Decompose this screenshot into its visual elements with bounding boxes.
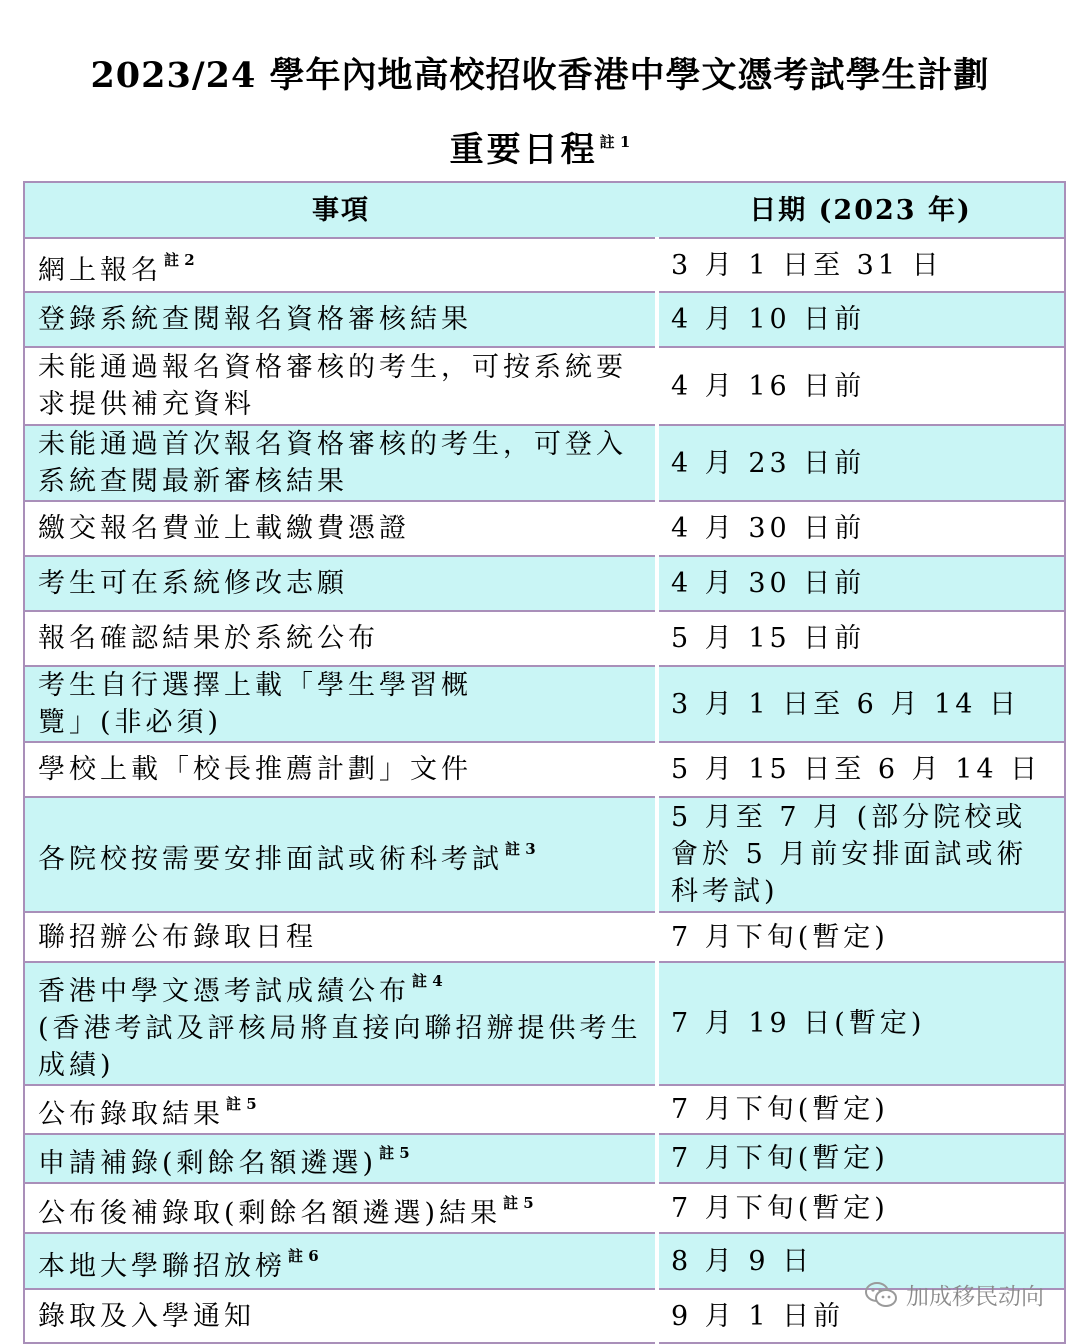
- row-item: 繳交報名費並上載繳費憑證: [24, 501, 657, 556]
- row-item: [24, 1085, 657, 1134]
- table-row: [24, 1183, 1065, 1233]
- row-item: [24, 238, 657, 292]
- item-text: 各院校按需要安排面試或術科考試: [38, 844, 503, 875]
- row-item: 學校上載「校長推薦計劃」文件: [24, 742, 657, 797]
- item-text: 公布後補錄取(剩餘名額遴選)結果: [38, 1197, 502, 1229]
- item-text: 申請補錄(剩餘名額遴選): [38, 1148, 378, 1179]
- watermark-text: 加成移民动向: [906, 1284, 1044, 1310]
- subtitle-text: 重要日程: [449, 130, 598, 170]
- table-row: [24, 1134, 1065, 1183]
- row-date: 7 月下旬(暫定): [657, 912, 1065, 962]
- row-item: 未能通過報名資格審核的考生，可按系統要求提供補充資料: [24, 347, 657, 425]
- table-row: [24, 1085, 1065, 1134]
- row-date: 4 月 10 日前: [657, 292, 1065, 347]
- row-date: 3 月 1 日至 31 日: [657, 238, 1065, 292]
- watermark: [864, 1278, 1044, 1311]
- table-row: [24, 797, 1065, 912]
- table-row: [24, 611, 1065, 666]
- row-date: 5 月至 7 月 (部分院校或會於 5 月前安排面試或術科考試): [657, 797, 1065, 912]
- row-item: 考生可在系統修改志願: [24, 556, 657, 611]
- row-date: 4 月 16 日前: [657, 347, 1065, 425]
- row-date: 8 月 9 日: [657, 1233, 1065, 1289]
- row-item: 登錄系統查閱報名資格審核結果: [24, 292, 657, 347]
- row-item: 考生自行選擇上載「學生學習概覽」(非必須): [24, 666, 657, 742]
- table-row: [24, 292, 1065, 347]
- schedule-table: [23, 181, 1066, 1344]
- row-item: [24, 962, 657, 1085]
- item-text: 香港中學文憑考試成績公布: [38, 976, 410, 1007]
- row-item: [24, 1134, 657, 1183]
- item-text: 網上報名: [38, 254, 162, 286]
- table-row: [24, 347, 1065, 425]
- footnote-ref: 註 4: [412, 972, 443, 990]
- row-date: 4 月 23 日前: [657, 425, 1065, 501]
- footnote-ref: 註 5: [379, 1144, 410, 1162]
- row-item: 報名確認結果於系統公布: [24, 611, 657, 666]
- footnote-ref: 註 2: [164, 250, 195, 269]
- column-header-date: 日期 (2023 年): [657, 182, 1065, 238]
- table-row: [24, 238, 1065, 292]
- footnote-ref: 註 6: [288, 1246, 319, 1265]
- row-date: 7 月下旬(暫定): [657, 1085, 1065, 1134]
- table-row: [24, 425, 1065, 501]
- table-row: [24, 666, 1065, 742]
- row-date: 7 月下旬(暫定): [657, 1183, 1065, 1233]
- row-item: [24, 1233, 657, 1289]
- table-row: [24, 501, 1065, 556]
- table-header-row: [24, 182, 1065, 238]
- item-text: 本地大學聯招放榜: [38, 1250, 286, 1282]
- page-title: 2023/24 學年內地高校招收香港中學文憑考試學生計劃: [90, 55, 990, 96]
- row-item: 錄取及入學通知: [24, 1289, 657, 1343]
- row-item: [24, 797, 657, 912]
- row-item: [24, 1183, 657, 1233]
- table-row: [24, 962, 1065, 1085]
- row-date: 7 月 19 日(暫定): [657, 962, 1065, 1085]
- wechat-icon: [864, 1281, 898, 1309]
- footnote-ref: 註 5: [226, 1095, 257, 1113]
- row-item: 未能通過首次報名資格審核的考生，可登入系統查閱最新審核結果: [24, 425, 657, 501]
- table-row: [24, 556, 1065, 611]
- footnote-ref: 註 5: [503, 1193, 534, 1212]
- table-row: [24, 912, 1065, 962]
- row-date: 5 月 15 日至 6 月 14 日: [657, 742, 1065, 797]
- item-text: 公布錄取結果: [38, 1099, 224, 1130]
- footnote-ref: 註 3: [505, 840, 536, 858]
- row-date: 7 月下旬(暫定): [657, 1134, 1065, 1183]
- row-date: 9 月 1 日前: [657, 1289, 1065, 1343]
- row-date: 3 月 1 日至 6 月 14 日: [657, 666, 1065, 742]
- footnote-ref: 註 1: [599, 133, 631, 151]
- row-date: 4 月 30 日前: [657, 501, 1065, 556]
- row-date: 4 月 30 日前: [657, 556, 1065, 611]
- page-subtitle: [0, 122, 1080, 171]
- table-row: [24, 742, 1065, 797]
- item-text-secondary: (香港考試及評核局將直接向聯招辦提供考生成績): [38, 1013, 642, 1081]
- column-header-item: 事項: [24, 182, 657, 238]
- row-date: 5 月 15 日前: [657, 611, 1065, 666]
- row-item: 聯招辦公布錄取日程: [24, 912, 657, 962]
